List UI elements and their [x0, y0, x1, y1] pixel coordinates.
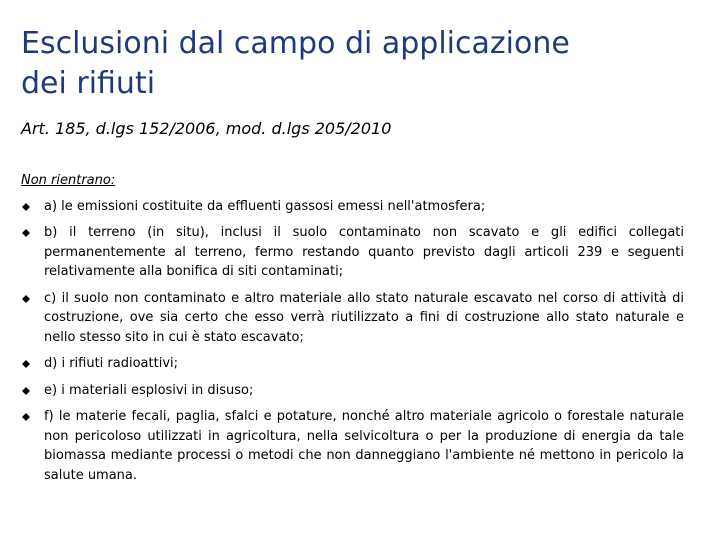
list-item-text: c) il suolo non contaminato e altro materiale allo stato naturale escavato nel corso di attività di costruzione, ove sia certo che esso verrà riutilizzato a fini di costruzione allo stato naturale e nello stesso sito in cui è stato escavato; — [44, 290, 684, 345]
list-item — [21, 289, 684, 348]
list-item-text: b) il terreno (in situ), inclusi il suolo contaminato non scavato e gli edifici collegati permanentemente al terreno, fermo restando quanto previsto dagli articoli 239 e seguenti relativamente alla bonifica di siti contaminati; — [44, 225, 684, 279]
diamond-bullet-icon — [22, 229, 30, 237]
exclusion-list — [21, 197, 684, 486]
diamond-bullet-icon — [22, 203, 30, 211]
list-item — [21, 407, 684, 485]
list-item-text: d) i rifiuti radioattivi; — [44, 356, 179, 371]
list-item-text: a) le emissioni costituite da effluenti gassosi emessi nell'atmosfera; — [44, 198, 486, 214]
list-item-text: f) le materie fecali, paglia, sfalci e potature, nonché altro materiale agricolo o forestale naturale non pericoloso utilizzati in agricoltura, nella selvicoltura o per la produzione di energia da tale biomassa mediante processi o metodi che non danneggiano l'ambiente né mettono in pericolo la salute umana. — [44, 409, 684, 483]
diamond-bullet-icon — [22, 295, 30, 303]
slide-title-line-2: dei rifiuti — [21, 66, 156, 101]
lead-text: Non rientrano: — [21, 173, 116, 188]
slide-subtitle: Art. 185, d.lgs 152/2006, mod. d.lgs 205/2010 — [21, 119, 392, 138]
diamond-bullet-icon — [22, 413, 30, 421]
list-item — [21, 197, 684, 217]
slide-title-line-1: Esclusioni dal campo di applicazione — [21, 26, 570, 61]
slide-body — [21, 171, 684, 492]
diamond-bullet-icon — [22, 360, 30, 368]
diamond-bullet-icon — [22, 387, 30, 395]
slide-title — [21, 24, 681, 104]
list-item — [21, 354, 684, 374]
list-item-text: e) i materiali esplosivi in disuso; — [44, 382, 254, 398]
list-item — [21, 223, 684, 282]
list-item — [21, 381, 684, 401]
